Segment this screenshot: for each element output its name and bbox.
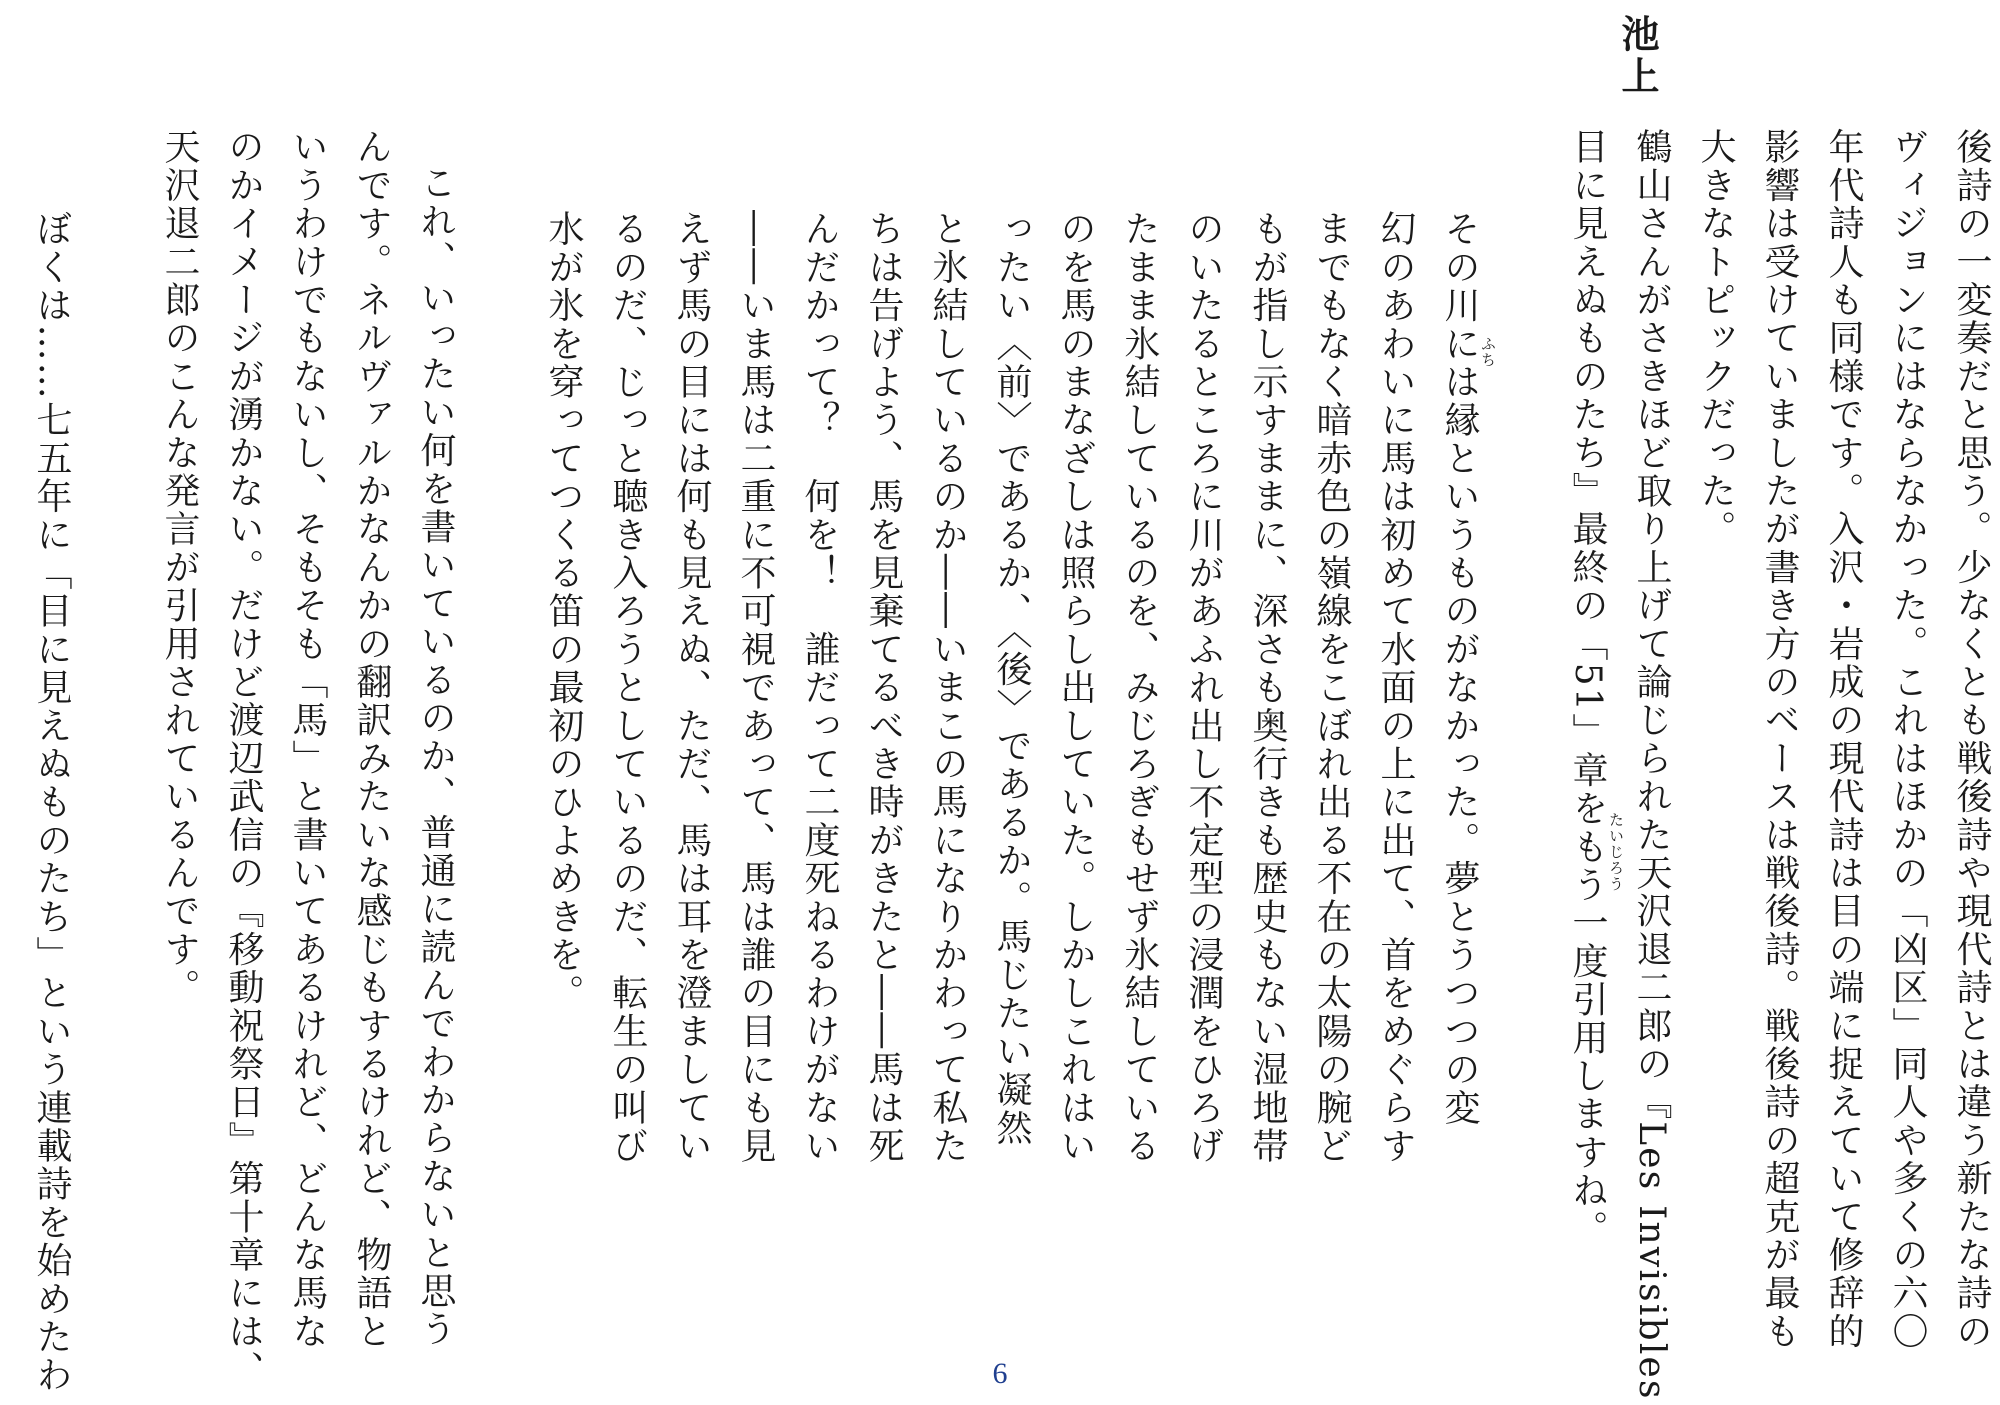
quote-line: のいたるところに川があふれ出し不定型の浸潤をひろげ (1183, 210, 1224, 1165)
quote-line: ちは告げよう、馬を見棄てるべき時がきたと――馬は死 (863, 210, 904, 1166)
quote-line: ったい〈前〉であるか、〈後〉であるか。馬じたい凝然 (991, 210, 1032, 1147)
quote-line: のを馬のまなざしは照らし出していた。しかしこれはい (1055, 210, 1096, 1165)
text-line: 後詩の一変奏だと思う。少なくとも戦後詩や現代詩とは違う新たな詩の (1951, 128, 1992, 1351)
ruby-fuchi: ふち (1479, 336, 1497, 368)
text-line: 影響は受けていましたが書き方のベースは戦後詩。戦後詩の超克が最も (1759, 128, 1800, 1351)
quote-line: と氷結しているのか――いまこの馬になりかわって私た (927, 210, 968, 1165)
quote-line: 水が氷を穿ってつくる笛の最初のひよめきを。 (543, 210, 584, 1013)
quote-line: までもなく暗赤色の嶺線をこぼれ出る不在の太陽の腕ど (1311, 210, 1352, 1166)
text-line: ぼくは……七五年に「目に見えぬものたち」という連載詩を始めたわ (31, 210, 72, 1395)
ruby-taijiro: たいじろう (1607, 812, 1625, 892)
page-number: 6 (992, 1357, 1008, 1390)
quote-line: その川には縁というものがなかった。夢とうつつの変 (1439, 210, 1480, 1127)
quote-line: えず馬の目には何も見えぬ、ただ、馬は耳を澄ましてい (671, 210, 712, 1165)
speaker-label: 池上 (1615, 14, 1659, 98)
text-line: 鶴山さんがさきほど取り上げて論じられた天沢退二郎の『Les Invisibles (1631, 128, 1672, 1401)
text-line: んです。ネルヴァルかなんかの翻訳みたいな感じもするけれど、物語と (351, 128, 392, 1351)
text-line: のかイメージが湧かない。だけど渡辺武信の『移動祝祭日』第十章には、 (223, 128, 264, 1389)
text-line: 大きなトピックだった。 (1695, 128, 1736, 549)
text-line: ヴィジョンにはならなかった。これはほかの「凶区」同人や多くの六〇 (1887, 128, 1928, 1351)
text-line: 年代詩人も同様です。入沢・岩成の現代詩は目の端に捉えていて修辞的 (1823, 128, 1864, 1351)
text-line: 目に見えぬものたち』最終の「51」章をもう一度引用しますね。 (1567, 128, 1608, 1248)
text-line: 天沢退二郎のこんな発言が引用されているんです。 (159, 128, 200, 1007)
quote-line: ――いま馬は二重に不可視であって、馬は誰の目にも見 (735, 210, 776, 1166)
text-line: これ、いったい何を書いているのか、普通に読んでわからないと思う (415, 164, 456, 1349)
quote-line: んだかって？ 何を！ 誰だって二度死ねるわけがない (799, 210, 840, 1165)
quote-line: もが指し示すままに、深さも奥行きも歴史もない湿地帯 (1247, 210, 1288, 1165)
quote-line: るのだ、じっと聴き入ろうとしているのだ、転生の叫び (607, 210, 648, 1166)
text-line: いうわけでもないし、そもそも「馬」と書いてあるけれど、どんな馬な (287, 128, 328, 1351)
quote-line: たまま氷結しているのを、みじろぎもせず氷結している (1119, 210, 1160, 1165)
quote-line: 幻のあわいに馬は初めて水面の上に出て、首をめぐらす (1375, 210, 1416, 1166)
